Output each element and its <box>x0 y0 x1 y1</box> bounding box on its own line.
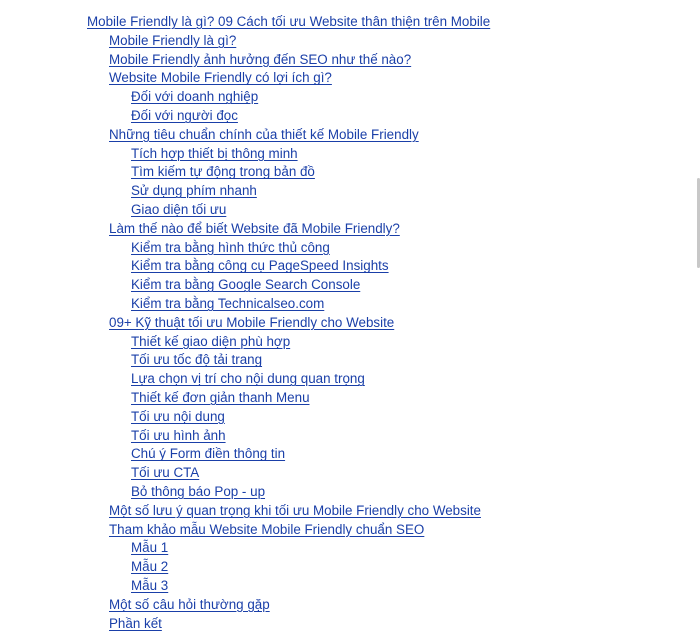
toc-item <box>0 445 490 464</box>
toc-item <box>0 182 490 201</box>
toc-item <box>0 220 490 239</box>
toc-item <box>0 239 490 258</box>
toc-link[interactable]: Một số lưu ý quan trọng khi tối ưu Mobile Friendly cho Website <box>109 502 481 518</box>
toc-item <box>0 483 490 502</box>
toc-link[interactable]: Giao diện tối ưu <box>131 201 227 217</box>
toc-item <box>0 257 490 276</box>
toc-link[interactable]: Tối ưu nội dung <box>131 408 225 424</box>
toc-link[interactable]: Đối với doanh nghiệp <box>131 89 259 105</box>
toc-link[interactable]: Mẫu 1 <box>131 540 169 556</box>
table-of-contents <box>0 13 490 633</box>
toc-item <box>0 69 490 88</box>
toc-item <box>0 126 490 145</box>
toc-link[interactable]: Tích hợp thiết bị thông minh <box>131 145 298 161</box>
toc-link[interactable]: Mẫu 3 <box>131 577 169 593</box>
toc-link[interactable]: Kiểm tra bằng hình thức thủ công <box>131 239 330 255</box>
toc-link[interactable]: Kiểm tra bằng Google Search Console <box>131 277 361 293</box>
toc-item <box>0 408 490 427</box>
toc-item <box>0 51 490 70</box>
toc-link[interactable]: Mẫu 2 <box>131 559 169 575</box>
toc-item <box>0 351 490 370</box>
toc-link[interactable]: Thiết kế đơn giản thanh Menu <box>131 389 310 405</box>
toc-link[interactable]: Mobile Friendly là gì? 09 Cách tối ưu Website thân thiện trên Mobile <box>87 14 491 29</box>
toc-item <box>0 276 490 295</box>
toc-item <box>0 107 490 126</box>
toc-item <box>0 389 490 408</box>
toc-item <box>0 370 490 389</box>
toc-item <box>0 88 490 107</box>
toc-item <box>0 32 490 51</box>
toc-link[interactable]: Bỏ thông báo Pop - up <box>131 483 266 499</box>
toc-item <box>0 333 490 352</box>
toc-link[interactable]: Những tiêu chuẩn chính của thiết kế Mobile Friendly <box>109 126 419 142</box>
toc-item <box>0 539 490 558</box>
toc-link[interactable]: Mobile Friendly ảnh hưởng đến SEO như thế nào? <box>109 51 412 67</box>
toc-item <box>0 427 490 446</box>
toc-link[interactable]: Làm thế nào để biết Website đã Mobile Friendly? <box>109 220 400 236</box>
toc-link[interactable]: Tìm kiếm tự động trong bản đồ <box>131 164 315 180</box>
toc-link[interactable]: Kiểm tra bằng Technicalseo.com <box>131 295 325 311</box>
toc-item <box>0 201 490 220</box>
toc-link[interactable]: Tối ưu hình ảnh <box>131 427 226 443</box>
toc-link[interactable]: Tối ưu tốc độ tải trang <box>131 352 263 368</box>
toc-item <box>0 295 490 314</box>
toc-link[interactable]: Đối với người đọc <box>131 107 238 123</box>
toc-link[interactable]: Chú ý Form điền thông tin <box>131 446 286 462</box>
toc-link[interactable]: Tối ưu CTA <box>131 465 200 481</box>
toc-item <box>0 558 490 577</box>
toc-item <box>0 502 490 521</box>
toc-link[interactable]: Một số câu hỏi thường gặp <box>109 596 270 612</box>
toc-item <box>0 145 490 164</box>
toc-item <box>0 596 490 615</box>
toc-item <box>0 577 490 596</box>
toc-link[interactable]: Tham khảo mẫu Website Mobile Friendly chuẩn SEO <box>109 521 425 537</box>
toc-link[interactable]: 09+ Kỹ thuật tối ưu Mobile Friendly cho Website <box>109 314 395 330</box>
toc-item <box>0 615 490 634</box>
toc-item <box>0 13 490 32</box>
toc-link[interactable]: Lựa chọn vị trí cho nội dung quan trọng <box>131 371 365 387</box>
toc-link[interactable]: Mobile Friendly là gì? <box>109 32 237 48</box>
toc-item <box>0 314 490 333</box>
toc-link[interactable]: Sử dụng phím nhanh <box>131 183 257 199</box>
toc-link[interactable]: Thiết kế giao diện phù hợp <box>131 333 291 349</box>
toc-item <box>0 521 490 540</box>
toc-link[interactable]: Kiểm tra bằng công cụ PageSpeed Insights <box>131 258 389 274</box>
toc-item <box>0 464 490 483</box>
toc-link[interactable]: Phần kết <box>109 615 162 631</box>
toc-item <box>0 163 490 182</box>
toc-link[interactable]: Website Mobile Friendly có lợi ích gì? <box>109 70 332 86</box>
